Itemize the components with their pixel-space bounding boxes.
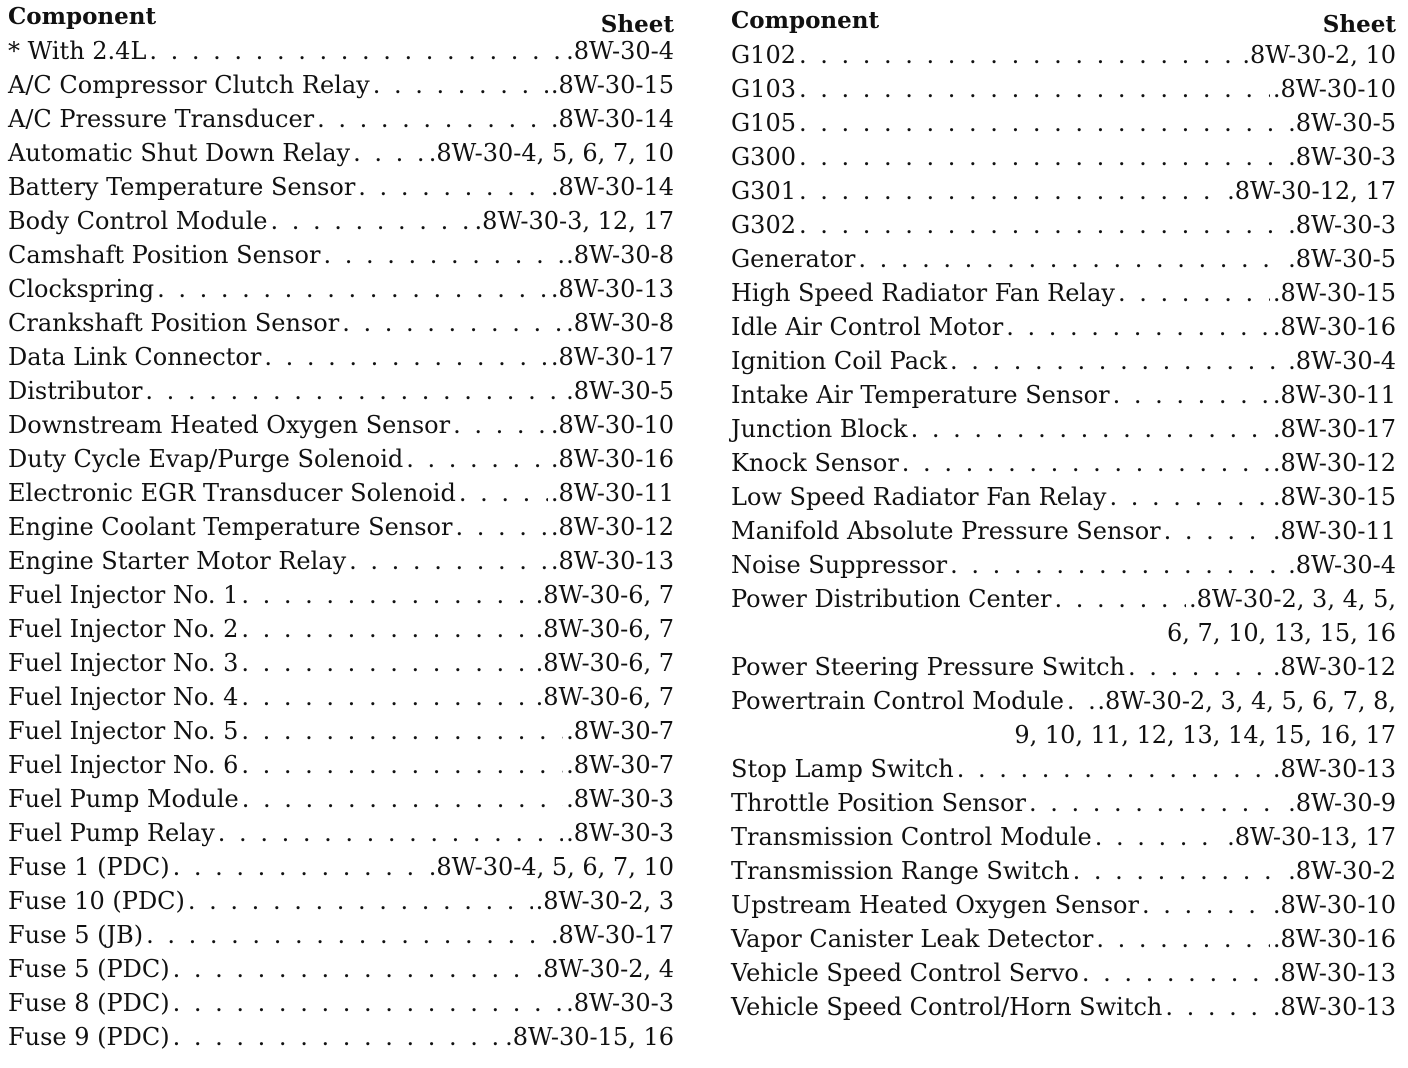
- index-entry: [8, 884, 674, 918]
- component-name: Stop Lamp Switch: [731, 755, 954, 783]
- sheet-reference: .8W-30-5: [566, 377, 674, 405]
- sheet-reference: .8W-30-12: [1272, 449, 1396, 477]
- index-entry: [8, 782, 674, 816]
- component-name: Generator: [731, 245, 856, 273]
- index-entry: [8, 612, 674, 646]
- sheet-reference: .8W-30-4: [1288, 551, 1396, 579]
- index-entry: [8, 136, 674, 170]
- index-entry: [731, 786, 1396, 820]
- sheet-reference: .8W-30-6, 7: [535, 615, 674, 643]
- dot-leader: [317, 102, 548, 136]
- index-entry: [8, 340, 674, 374]
- dot-leader: [799, 208, 1285, 242]
- sheet-reference: .8W-30-10: [1272, 75, 1396, 103]
- dot-leader: [1082, 956, 1270, 990]
- sheet-reference: .8W-30-17: [1272, 415, 1396, 443]
- sheet-reference: .8W-30-4: [1288, 347, 1396, 375]
- sheet-reference: .8W-30-5: [1288, 109, 1396, 137]
- dot-leader: [145, 374, 563, 408]
- sheet-reference: .8W-30-15: [1272, 279, 1396, 307]
- dot-leader: [358, 170, 548, 204]
- dot-leader: [1029, 786, 1285, 820]
- dot-leader: [1096, 922, 1270, 956]
- component-name: Fuse 5 (JB): [8, 921, 144, 949]
- component-name: Fuel Injector No. 1: [8, 581, 239, 609]
- dot-leader: [173, 1020, 502, 1054]
- sheet-reference: .8W-30-6, 7: [535, 683, 674, 711]
- sheet-reference: .8W-30-3, 12, 17: [474, 207, 674, 235]
- sheet-reference: .8W-30-13: [1272, 959, 1396, 987]
- sheet-reference: .8W-30-3: [1288, 143, 1396, 171]
- component-name: A/C Compressor Clutch Relay: [8, 71, 370, 99]
- dot-leader: [146, 918, 548, 952]
- component-name: Junction Block: [731, 415, 908, 443]
- index-entry: [731, 548, 1396, 582]
- dot-leader: [1128, 650, 1270, 684]
- index-entry: [8, 986, 674, 1020]
- index-entry: [8, 1020, 674, 1054]
- sheet-reference: .8W-30-15: [1272, 483, 1396, 511]
- component-name: Camshaft Position Sensor: [8, 241, 321, 269]
- component-name: Manifold Absolute Pressure Sensor: [731, 517, 1161, 545]
- component-name: Fuel Pump Module: [8, 785, 239, 813]
- index-entry: [8, 306, 674, 340]
- dot-leader: [173, 986, 564, 1020]
- index-entry: [8, 170, 674, 204]
- component-name: Engine Coolant Temperature Sensor: [8, 513, 453, 541]
- component-name: Crankshaft Position Sensor: [8, 309, 340, 337]
- sheet-reference: .8W-30-12: [550, 513, 674, 541]
- index-entry: [8, 68, 674, 102]
- component-name: Body Control Module: [8, 207, 268, 235]
- index-entry: [731, 582, 1396, 616]
- right-component-list: [731, 38, 1396, 1024]
- sheet-reference: .8W-30-2: [1288, 857, 1396, 885]
- index-entry: [8, 204, 674, 238]
- index-entry: [731, 38, 1396, 72]
- index-entry: [731, 480, 1396, 514]
- left-column-header: [8, 0, 674, 38]
- sheet-reference: .8W-30-15, 16: [505, 1023, 674, 1051]
- sheet-heading: Sheet: [600, 11, 674, 38]
- sheet-reference: .8W-30-7: [566, 717, 674, 745]
- sheet-reference: .8W-30-15: [550, 71, 674, 99]
- sheet-reference: .8W-30-3: [566, 785, 674, 813]
- index-entry: [8, 272, 674, 306]
- component-name: Knock Sensor: [731, 449, 899, 477]
- sheet-reference: .8W-30-2, 3, 4, 5,: [1188, 585, 1396, 613]
- dot-leader: [173, 850, 426, 884]
- sheet-reference: .8W-30-7: [566, 751, 674, 779]
- sheet-reference: .8W-30-2, 10: [1242, 41, 1396, 69]
- sheet-reference-continued: 9, 10, 11, 12, 13, 14, 15, 16, 17: [1014, 721, 1396, 749]
- index-entry: [8, 238, 674, 272]
- dot-leader: [323, 238, 563, 272]
- sheet-reference: .8W-30-11: [1272, 517, 1396, 545]
- right-column-header: [731, 0, 1396, 38]
- dot-leader: [373, 68, 548, 102]
- dot-leader: [950, 548, 1285, 582]
- dot-leader: [157, 272, 548, 306]
- dot-leader: [349, 544, 548, 578]
- sheet-reference: .8W-30-17: [550, 343, 674, 371]
- dot-leader: [1109, 480, 1269, 514]
- component-name: Fuel Injector No. 2: [8, 615, 239, 643]
- dot-leader: [241, 578, 532, 612]
- dot-leader: [1073, 854, 1286, 888]
- dot-leader: [453, 408, 548, 442]
- sheet-reference: .8W-30-10: [1272, 891, 1396, 919]
- dot-leader: [858, 242, 1285, 276]
- sheet-reference: .8W-30-6, 7: [535, 649, 674, 677]
- sheet-reference: .8W-30-2, 4: [535, 955, 674, 983]
- component-name: Data Link Connector: [8, 343, 262, 371]
- component-name: Intake Air Temperature Sensor: [731, 381, 1110, 409]
- dot-leader: [799, 38, 1239, 72]
- dot-leader: [188, 884, 533, 918]
- dot-leader: [241, 748, 563, 782]
- component-heading: Component: [8, 3, 157, 30]
- component-name: Power Distribution Center: [731, 585, 1052, 613]
- sheet-reference: .8W-30-17: [550, 921, 674, 949]
- sheet-reference: .8W-30-3: [1288, 211, 1396, 239]
- sheet-reference-continued: 6, 7, 10, 13, 15, 16: [1167, 619, 1396, 647]
- component-name: Fuse 5 (PDC): [8, 955, 170, 983]
- sheet-reference: .8W-30-5: [1288, 245, 1396, 273]
- dot-leader: [1113, 378, 1270, 412]
- index-entry: [8, 34, 674, 68]
- component-name: High Speed Radiator Fan Relay: [731, 279, 1115, 307]
- index-entry: [731, 650, 1396, 684]
- sheet-reference: .8W-30-4: [566, 37, 674, 65]
- index-entry: [731, 854, 1396, 888]
- index-entry: [8, 918, 674, 952]
- sheet-heading: Sheet: [1322, 11, 1396, 38]
- index-entry: [731, 820, 1396, 854]
- sheet-reference: .8W-30-2, 3: [535, 887, 674, 915]
- component-name: Power Steering Pressure Switch: [731, 653, 1125, 681]
- sheet-reference: .8W-30-11: [1272, 381, 1396, 409]
- component-name: Vehicle Speed Control Servo: [731, 959, 1079, 987]
- dot-leader: [1067, 684, 1094, 718]
- dot-leader: [1006, 310, 1270, 344]
- sheet-reference: .8W-30-8: [566, 309, 674, 337]
- component-name: Distributor: [8, 377, 143, 405]
- sheet-reference: .8W-30-12, 17: [1227, 177, 1396, 205]
- component-name: Fuse 8 (PDC): [8, 989, 170, 1017]
- component-name: Duty Cycle Evap/Purge Solenoid: [8, 445, 404, 473]
- left-component-list: [8, 34, 674, 1054]
- sheet-reference: .8W-30-13: [550, 547, 674, 575]
- component-name: Battery Temperature Sensor: [8, 173, 356, 201]
- sheet-reference: .8W-30-11: [550, 479, 674, 507]
- sheet-reference: .8W-30-3: [566, 989, 674, 1017]
- index-entry: [731, 208, 1396, 242]
- component-name: Powertrain Control Module: [731, 687, 1064, 715]
- index-entry: [731, 684, 1396, 718]
- component-name: G103: [731, 75, 796, 103]
- component-name: Fuel Injector No. 3: [8, 649, 239, 677]
- index-entry: [731, 106, 1396, 140]
- dot-leader: [264, 340, 548, 374]
- index-entry: [731, 242, 1396, 276]
- component-name: Ignition Coil Pack: [731, 347, 947, 375]
- index-entry: [8, 442, 674, 476]
- dot-leader: [1164, 514, 1270, 548]
- index-entry: [8, 102, 674, 136]
- component-name: Noise Suppressor: [731, 551, 948, 579]
- component-name: G102: [731, 41, 796, 69]
- index-entry: [731, 446, 1396, 480]
- sheet-reference: .8W-30-9: [1288, 789, 1396, 817]
- component-name: Fuel Injector No. 4: [8, 683, 239, 711]
- sheet-reference: .8W-30-13: [1272, 755, 1396, 783]
- component-name: Fuel Injector No. 5: [8, 717, 239, 745]
- dot-leader: [957, 752, 1270, 786]
- index-entry: [8, 544, 674, 578]
- index-entry: [8, 952, 674, 986]
- sheet-reference: .8W-30-2, 3, 4, 5, 6, 7, 8,: [1097, 687, 1396, 715]
- component-name: Electronic EGR Transducer Solenoid: [8, 479, 456, 507]
- component-name: Transmission Range Switch: [731, 857, 1070, 885]
- sheet-reference: .8W-30-13: [550, 275, 674, 303]
- component-name: Fuse 1 (PDC): [8, 853, 170, 881]
- index-entry: [731, 990, 1396, 1024]
- component-name: G301: [731, 177, 796, 205]
- index-entry: [8, 850, 674, 884]
- sheet-reference: .8W-30-4, 5, 6, 7, 10: [428, 139, 674, 167]
- component-name: Fuel Pump Relay: [8, 819, 215, 847]
- index-entry: [731, 378, 1396, 412]
- dot-leader: [241, 714, 563, 748]
- sheet-reference: .8W-30-13, 17: [1227, 823, 1396, 851]
- component-name: * With 2.4L: [8, 37, 147, 65]
- dot-leader: [799, 140, 1285, 174]
- component-name: Vehicle Speed Control/Horn Switch: [731, 993, 1163, 1021]
- index-entry: [731, 412, 1396, 446]
- dot-leader: [1095, 820, 1224, 854]
- component-name: G105: [731, 109, 796, 137]
- dot-leader: [950, 344, 1285, 378]
- component-name: Automatic Shut Down Relay: [8, 139, 351, 167]
- index-entry: [731, 344, 1396, 378]
- sheet-reference: .8W-30-16: [1272, 313, 1396, 341]
- dot-leader: [242, 782, 563, 816]
- left-index-column: [8, 0, 674, 1054]
- dot-leader: [1142, 888, 1270, 922]
- component-name: Throttle Position Sensor: [731, 789, 1026, 817]
- component-name: A/C Pressure Transducer: [8, 105, 315, 133]
- dot-leader: [353, 136, 426, 170]
- dot-leader: [1055, 582, 1186, 616]
- index-entry: [8, 476, 674, 510]
- dot-leader: [799, 174, 1224, 208]
- index-entry: [731, 276, 1396, 310]
- sheet-reference: .8W-30-14: [550, 173, 674, 201]
- right-index-column: [731, 0, 1396, 1020]
- index-entry: [8, 578, 674, 612]
- dot-leader: [902, 446, 1270, 480]
- index-entry: [731, 140, 1396, 174]
- dot-leader: [799, 106, 1285, 140]
- component-name: Vapor Canister Leak Detector: [731, 925, 1094, 953]
- component-name: Downstream Heated Oxygen Sensor: [8, 411, 451, 439]
- component-heading: Component: [731, 7, 880, 34]
- sheet-reference: .8W-30-16: [550, 445, 674, 473]
- sheet-reference: .8W-30-8: [566, 241, 674, 269]
- index-entry: [731, 174, 1396, 208]
- sheet-reference: .8W-30-12: [1272, 653, 1396, 681]
- index-entry: [731, 752, 1396, 786]
- sheet-reference: .8W-30-10: [550, 411, 674, 439]
- dot-leader: [218, 816, 563, 850]
- component-name: Engine Starter Motor Relay: [8, 547, 347, 575]
- component-name: Transmission Control Module: [731, 823, 1092, 851]
- index-entry: [8, 748, 674, 782]
- index-entry: [731, 956, 1396, 990]
- component-name: Fuel Injector No. 6: [8, 751, 239, 779]
- component-name: G300: [731, 143, 796, 171]
- dot-leader: [241, 680, 532, 714]
- index-entry: [8, 816, 674, 850]
- index-entry: [731, 888, 1396, 922]
- index-entry: [8, 646, 674, 680]
- dot-leader: [342, 306, 563, 340]
- index-entry: [731, 922, 1396, 956]
- index-entry: [8, 408, 674, 442]
- component-name: Fuse 10 (PDC): [8, 887, 185, 915]
- sheet-reference: .8W-30-13: [1272, 993, 1396, 1021]
- index-entry: [8, 374, 674, 408]
- sheet-reference: .8W-30-14: [550, 105, 674, 133]
- index-entry: [8, 680, 674, 714]
- dot-leader: [799, 72, 1270, 106]
- dot-leader: [1118, 276, 1270, 310]
- dot-leader: [406, 442, 548, 476]
- index-entry: [731, 72, 1396, 106]
- dot-leader: [455, 510, 547, 544]
- index-entry: [731, 514, 1396, 548]
- dot-leader: [271, 204, 472, 238]
- dot-leader: [1165, 990, 1270, 1024]
- dot-leader: [173, 952, 533, 986]
- dot-leader: [241, 646, 532, 680]
- component-name: Fuse 9 (PDC): [8, 1023, 170, 1051]
- index-entry: [8, 510, 674, 544]
- component-name: Low Speed Radiator Fan Relay: [731, 483, 1107, 511]
- dot-leader: [911, 412, 1270, 446]
- component-name: Upstream Heated Oxygen Sensor: [731, 891, 1139, 919]
- dot-leader: [149, 34, 563, 68]
- sheet-reference: .8W-30-3: [566, 819, 674, 847]
- dot-leader: [459, 476, 548, 510]
- component-name: Idle Air Control Motor: [731, 313, 1004, 341]
- sheet-reference: .8W-30-6, 7: [535, 581, 674, 609]
- index-entry: [731, 310, 1396, 344]
- sheet-reference: .8W-30-4, 5, 6, 7, 10: [428, 853, 674, 881]
- component-name: Clockspring: [8, 275, 155, 303]
- index-entry: [8, 714, 674, 748]
- dot-leader: [241, 612, 532, 646]
- component-name: G302: [731, 211, 796, 239]
- sheet-reference: .8W-30-16: [1272, 925, 1396, 953]
